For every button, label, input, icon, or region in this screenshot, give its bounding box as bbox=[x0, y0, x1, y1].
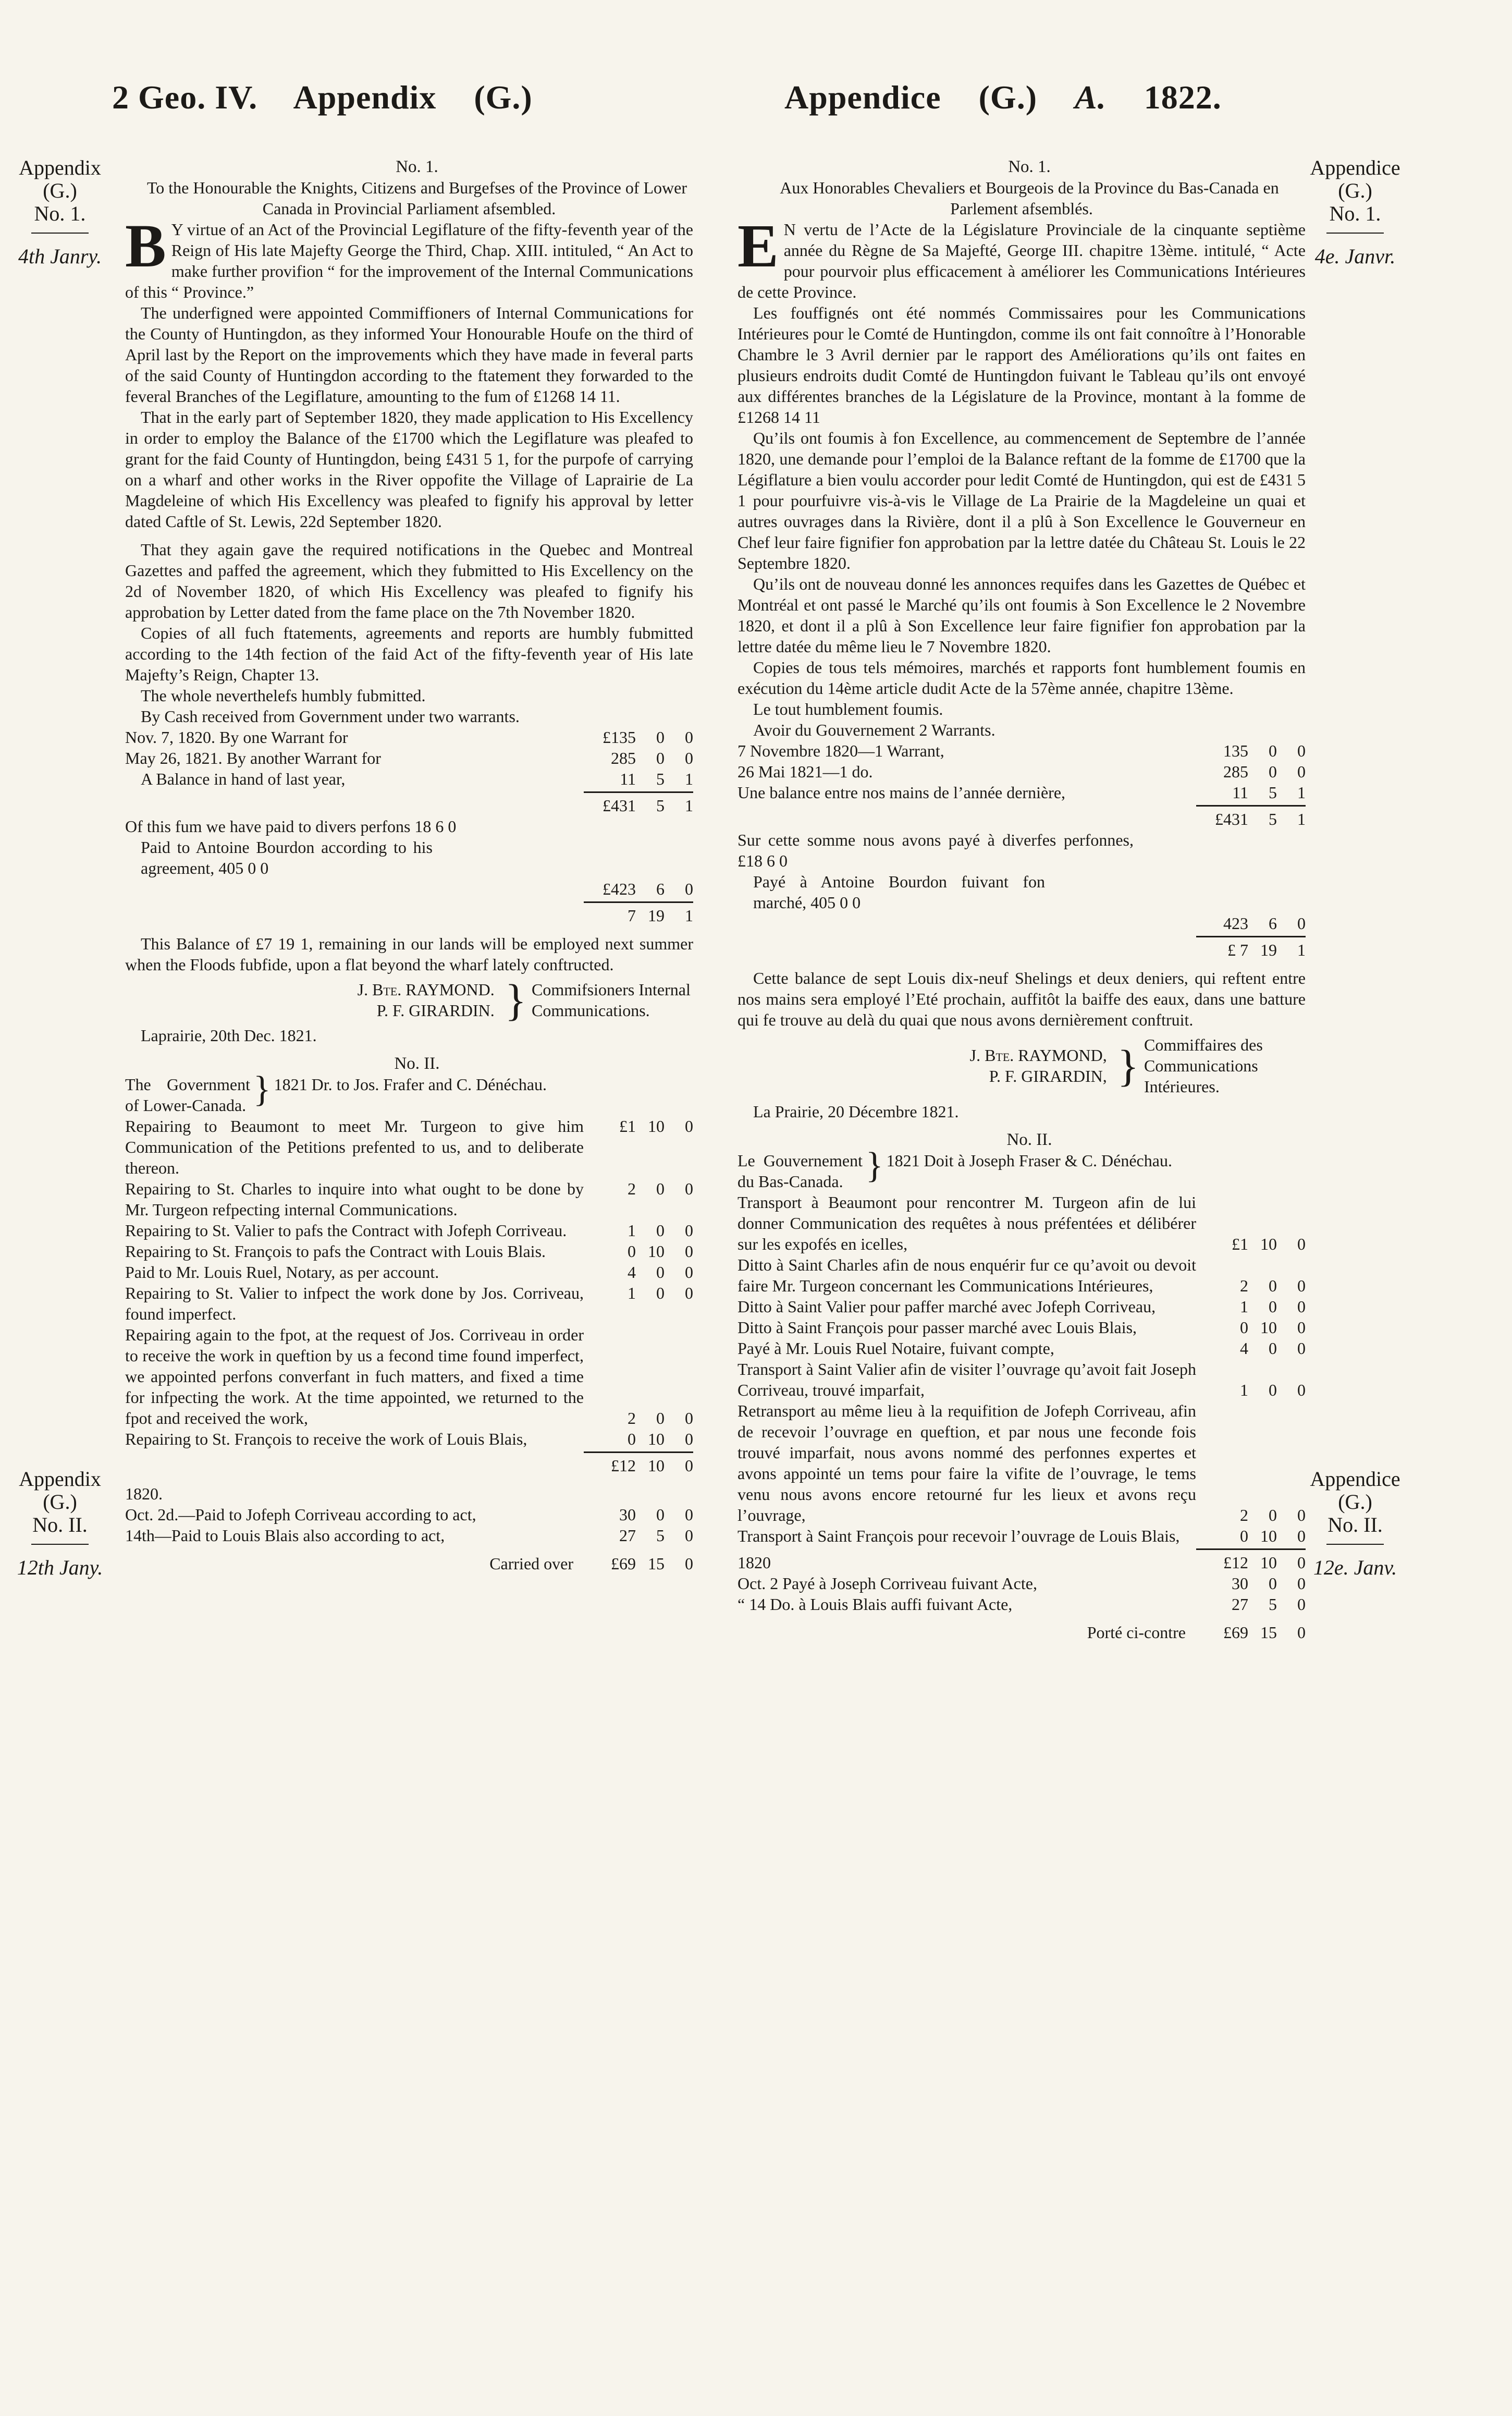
shillings: 10 bbox=[648, 1242, 665, 1261]
signatory: J. Bte. RAYMOND, bbox=[969, 1046, 1107, 1065]
pounds: £431 bbox=[1215, 810, 1248, 828]
pounds: £69 bbox=[611, 1554, 636, 1573]
account-line bbox=[125, 727, 693, 748]
shillings: 6 bbox=[1269, 914, 1277, 933]
shillings: 10 bbox=[1260, 1318, 1277, 1337]
signatory: J. Bte. RAYMOND. bbox=[357, 980, 495, 999]
payment-desc: 14th—Paid to Louis Blais also according to act, bbox=[125, 1526, 445, 1545]
pence: 0 bbox=[1297, 762, 1306, 781]
payment-line bbox=[737, 1594, 1306, 1615]
account-item bbox=[125, 1429, 693, 1449]
paragraph bbox=[125, 212, 693, 302]
item-desc: Repairing to St. Valier to infpect the work done by Jos. Corriveau, found imperfect. bbox=[125, 1284, 584, 1323]
address: Aux Honorables Chevaliers et Bourgeois de la Province du Bas-Canada en Parlement afsemblés. bbox=[780, 178, 1279, 218]
margin-note-right-2 bbox=[1303, 1468, 1407, 1579]
margin-line: Appendix bbox=[19, 1467, 101, 1491]
header-letter: (G.) bbox=[474, 79, 533, 116]
margin-line: No. II. bbox=[1327, 1513, 1383, 1536]
margin-note-right-1 bbox=[1303, 156, 1407, 268]
pence: 0 bbox=[685, 1221, 693, 1240]
french-column bbox=[737, 156, 1306, 1643]
pounds: 4 bbox=[628, 1263, 636, 1282]
payment-desc: Oct. 2 Payé à Joseph Corriveau fuivant Acte, bbox=[737, 1574, 1037, 1593]
shillings: 19 bbox=[1260, 941, 1277, 959]
margin-line: (G.) bbox=[1338, 179, 1372, 202]
brace: } bbox=[866, 1145, 883, 1186]
pence: 0 bbox=[1297, 1595, 1306, 1614]
paid-line: Payé à Antoine Bourdon fuivant fon marché, 405 0 0 bbox=[753, 872, 1045, 912]
margin-date: 4th Janry. bbox=[18, 245, 102, 268]
account-item bbox=[125, 1262, 693, 1283]
pence: 0 bbox=[685, 1505, 693, 1524]
account-item bbox=[737, 1296, 1306, 1317]
paragraph: By Cash received from Government under two warrants. bbox=[141, 707, 520, 726]
shillings: 5 bbox=[656, 796, 665, 815]
account-desc: A Balance in hand of last year, bbox=[141, 770, 346, 788]
margin-note-left-1 bbox=[10, 156, 109, 268]
pounds: 27 bbox=[1232, 1595, 1248, 1614]
pounds: 1 bbox=[1240, 1381, 1248, 1399]
margin-line: Appendice bbox=[1310, 1467, 1400, 1491]
pence: 0 bbox=[1297, 1297, 1306, 1316]
pence: 0 bbox=[1297, 1553, 1306, 1572]
signatory: P. F. GIRARDIN, bbox=[989, 1067, 1107, 1085]
account-item bbox=[737, 1254, 1306, 1296]
margin-rule bbox=[31, 1544, 89, 1545]
shillings: 0 bbox=[1269, 741, 1277, 760]
margin-date: 12th Jany. bbox=[17, 1556, 103, 1579]
carried-label: Carried over bbox=[489, 1554, 573, 1573]
debtor: Le Gouvernement du Bas-Canada. bbox=[737, 1151, 863, 1191]
shillings: 5 bbox=[1269, 810, 1277, 828]
signatory-role: Commifsioners Internal Communications. bbox=[532, 980, 691, 1020]
pence: 0 bbox=[685, 1456, 693, 1475]
account-item bbox=[737, 1192, 1306, 1254]
pounds: 0 bbox=[628, 1430, 636, 1448]
shillings: 0 bbox=[1269, 1574, 1277, 1593]
account-desc: 26 Mai 1821—1 do. bbox=[737, 762, 873, 781]
margin-line: (G.) bbox=[1338, 1490, 1372, 1514]
sum-rule bbox=[584, 1451, 693, 1453]
pounds: 27 bbox=[619, 1526, 636, 1545]
account-desc: Nov. 7, 1820. By one Warrant for bbox=[125, 728, 348, 747]
shillings: 5 bbox=[656, 770, 665, 788]
paragraph bbox=[737, 212, 1306, 302]
pence: 0 bbox=[1297, 1506, 1306, 1524]
paragraph: This Balance of £7 19 1, remaining in our lands will be employed next summer when the Floods fubfide, upon a flat beyond the wharf lately conftructed. bbox=[125, 934, 693, 974]
pence: 1 bbox=[685, 770, 693, 788]
pence: 0 bbox=[1297, 741, 1306, 760]
pounds: 1 bbox=[1240, 1297, 1248, 1316]
account-line bbox=[737, 761, 1306, 782]
pence: 1 bbox=[685, 796, 693, 815]
pounds: 30 bbox=[619, 1505, 636, 1524]
carried-over bbox=[737, 1622, 1306, 1643]
carried-label: Porté ci-contre bbox=[1087, 1623, 1186, 1642]
header-letter-fr: (G.) bbox=[978, 79, 1037, 116]
account-balance bbox=[125, 905, 693, 926]
margin-line: No. II. bbox=[32, 1513, 88, 1536]
item-desc: Ditto à Saint Valier pour paffer marché avec Jofeph Corriveau, bbox=[737, 1297, 1156, 1316]
debtor: The Government of Lower-Canada. bbox=[125, 1075, 250, 1115]
account-total bbox=[125, 878, 693, 899]
account-item bbox=[125, 1116, 693, 1178]
paragraph: Copies de tous tels mémoires, marchés et rapports font humblement foumis en exécution du 14ème article dudit Acte de la 57ème année, chapitre 13ème. bbox=[737, 658, 1306, 698]
shillings: 0 bbox=[656, 1221, 665, 1240]
payment-desc: Oct. 2d.—Paid to Jofeph Corriveau according to act, bbox=[125, 1505, 476, 1524]
paragraph: Copies of all fuch ftatements, agreements and reports are humbly fubmitted according to the 14th fection of the faid Act of the fifty-feventh year of His late Majefty’s Reign, Chapter 13. bbox=[125, 624, 693, 684]
pounds: 285 bbox=[611, 749, 636, 767]
pence: 0 bbox=[685, 1284, 693, 1302]
pence: 0 bbox=[1297, 1574, 1306, 1593]
pence: 0 bbox=[1297, 1527, 1306, 1545]
account-line bbox=[125, 768, 693, 789]
shillings: 0 bbox=[1269, 1506, 1277, 1524]
header-appendix: Appendix bbox=[293, 79, 437, 116]
account-line bbox=[737, 782, 1306, 803]
margin-line: No. 1. bbox=[34, 202, 86, 225]
margin-line: Appendix bbox=[19, 156, 101, 179]
pounds: 2 bbox=[628, 1409, 636, 1427]
pounds: 0 bbox=[1240, 1527, 1248, 1545]
paid-line: Paid to Antoine Bourdon according to his agreement, 405 0 0 bbox=[141, 838, 433, 877]
pence: 0 bbox=[1297, 914, 1306, 933]
sum-rule bbox=[1196, 1548, 1306, 1550]
payment-desc: “ 14 Do. à Louis Blais auffi fuivant Acte, bbox=[737, 1595, 1013, 1614]
margin-rule bbox=[1326, 233, 1384, 234]
drop-cap: B bbox=[125, 212, 166, 280]
creditor: 1821 Dr. to Jos. Frafer and C. Dénéchau. bbox=[274, 1075, 547, 1094]
paragraph: Qu’ils ont de nouveau donné les annonces requifes dans les Gazettes de Québec et Montréal et ont passé le Marché qu’ils ont foumis à Son Excellence le 2 Novembre 1820, et dont il a plû à Son Excellence leur faire fignifier fon approbation par la lettre datée du même lieu le 7 Novembre 1820. bbox=[737, 575, 1306, 656]
item-desc: Repairing again to the fpot, at the request of Jos. Corriveau in order to receive the work in queftion by us a fecond time found imperfect, we appointed perfons converfant in fuch matters, and fixed a time for infpecting the work. At the time appointed, we returned to the fpot and received the work, bbox=[125, 1325, 584, 1427]
margin-date: 4e. Janvr. bbox=[1314, 245, 1396, 268]
shillings: 0 bbox=[656, 1409, 665, 1427]
paragraph: Le tout humblement foumis. bbox=[753, 700, 943, 718]
brace: } bbox=[1117, 1041, 1139, 1091]
shillings: 5 bbox=[1269, 783, 1277, 802]
pence: 0 bbox=[685, 728, 693, 747]
item-desc: Retransport au même lieu à la requifition de Jofeph Corriveau, afin de recevoir l’ouvrage en queftion, et par nous une feconde fois trouvé imparfait, nous avons nommé des perfonnes expertes et avons appointé un tems pour faire la vifite de l’ouvrage, le tems venu nous avons encore retourné fur les lieux et avons reçu l’ouvrage, bbox=[737, 1401, 1196, 1524]
account-item bbox=[737, 1400, 1306, 1526]
payment-line bbox=[737, 1573, 1306, 1594]
paragraph: Cette balance de sept Louis dix-neuf Shelings et deux deniers, qui reftent entre nos mains sera employé l’Eté prochain, auffitôt la baiffe des eaux, dans une batture qui fe trouve au delà du quai que nous avons dernièrement conftruit. bbox=[737, 969, 1306, 1029]
year-label: 1820 bbox=[737, 1553, 771, 1572]
drop-cap: E bbox=[737, 212, 779, 280]
item-desc: Repairing to St. François to pafs the Contract with Louis Blais. bbox=[125, 1242, 546, 1261]
signature-block bbox=[737, 1034, 1306, 1097]
shillings: 5 bbox=[656, 1526, 665, 1545]
account-item bbox=[125, 1283, 693, 1324]
pounds: 135 bbox=[1223, 741, 1248, 760]
account-desc: 7 Novembre 1820—1 Warrant, bbox=[737, 741, 944, 760]
account-line bbox=[125, 748, 693, 768]
pounds: 7 bbox=[628, 906, 636, 925]
pounds: £423 bbox=[603, 880, 636, 898]
account-total bbox=[737, 809, 1306, 829]
sum-rule bbox=[1196, 805, 1306, 807]
account-total bbox=[737, 913, 1306, 934]
header-a: A. bbox=[1075, 79, 1107, 116]
paragraph: Avoir du Gouvernement 2 Warrants. bbox=[753, 721, 995, 739]
shillings: 10 bbox=[1260, 1553, 1277, 1572]
pence: 1 bbox=[1297, 810, 1306, 828]
shillings: 0 bbox=[656, 728, 665, 747]
paid-line: Sur cette somme nous avons payé à diverfes perfonnes, £18 6 0 bbox=[737, 831, 1134, 870]
account-item bbox=[125, 1324, 693, 1429]
pounds: 11 bbox=[620, 770, 636, 788]
account-item bbox=[737, 1526, 1306, 1546]
shillings: 0 bbox=[656, 1179, 665, 1198]
place-date: Laprairie, 20th Dec. 1821. bbox=[141, 1026, 317, 1045]
pounds: 11 bbox=[1232, 783, 1248, 802]
section-number: No. 1. bbox=[396, 157, 438, 176]
item-desc: Transport à Saint Valier afin de visiter l’ouvrage qu’avoit fait Joseph Corriveau, trouvé imparfait, bbox=[737, 1360, 1196, 1399]
pounds: 30 bbox=[1232, 1574, 1248, 1593]
margin-line: (G.) bbox=[43, 179, 77, 202]
account-item bbox=[125, 1178, 693, 1220]
item-desc: Repairing to St. François to receive the work of Louis Blais, bbox=[125, 1430, 527, 1448]
account-total bbox=[125, 1455, 693, 1476]
account-item bbox=[125, 1220, 693, 1241]
paragraph: That they again gave the required notifications in the Quebec and Montreal Gazettes and paffed the agreement, which they fubmitted to His Excellency on the 2d of November 1820, of which His Excellency was pleafed to fignify his approbation by Letter dated from the fame place on the 7th November 1820. bbox=[125, 540, 693, 621]
running-header-left bbox=[112, 78, 561, 117]
account-heading bbox=[125, 1069, 693, 1116]
section-number: No. 1. bbox=[1008, 157, 1051, 176]
account-item bbox=[737, 1338, 1306, 1359]
item-desc: Payé à Mr. Louis Ruel Notaire, fuivant compte, bbox=[737, 1339, 1054, 1358]
account-item bbox=[125, 1241, 693, 1262]
account-total bbox=[737, 1552, 1306, 1573]
pence: 1 bbox=[1297, 783, 1306, 802]
margin-line: No. 1. bbox=[1329, 202, 1381, 225]
brace: } bbox=[505, 975, 526, 1025]
account-line bbox=[737, 740, 1306, 761]
header-session: 2 Geo. IV. bbox=[112, 79, 258, 116]
pounds: 1 bbox=[628, 1284, 636, 1302]
pounds: £12 bbox=[1223, 1553, 1248, 1572]
pounds: £12 bbox=[611, 1456, 636, 1475]
margin-line: Appendice bbox=[1310, 156, 1400, 179]
item-desc: Transport à Beaumont pour rencontrer M. Turgeon afin de lui donner Communication des requêtes à nous préfentées et délibérer sur les expofés en icelles, bbox=[737, 1193, 1196, 1253]
signatory-role: Commiffaires des Communications Intérieures. bbox=[1144, 1035, 1263, 1096]
shillings: 10 bbox=[648, 1430, 665, 1448]
item-desc: Repairing to St. Valier to pafs the Contract with Jofeph Corriveau. bbox=[125, 1221, 567, 1240]
pence: 0 bbox=[685, 1554, 693, 1573]
shillings: 10 bbox=[1260, 1527, 1277, 1545]
creditor: 1821 Doit à Joseph Fraser & C. Dénéchau. bbox=[886, 1151, 1172, 1170]
shillings: 6 bbox=[656, 880, 665, 898]
shillings: 15 bbox=[1260, 1623, 1277, 1642]
margin-note-left-2 bbox=[10, 1468, 109, 1579]
paragraph-text: N vertu de l’Acte de la Législature Provinciale de la cinquante septième année du Règne de Sa Majefté, George III. chapitre 13ème. intitulé, “ Acte pour pourvoir plus efficacement à améliorer les Communications Intérieures de cette Province. bbox=[737, 220, 1306, 301]
pence: 0 bbox=[685, 1263, 693, 1282]
year-label: 1820. bbox=[125, 1484, 163, 1503]
pence: 0 bbox=[685, 749, 693, 767]
pence: 0 bbox=[1297, 1623, 1306, 1642]
signature-block bbox=[125, 975, 693, 1025]
shillings: 0 bbox=[1269, 762, 1277, 781]
pounds: £431 bbox=[603, 796, 636, 815]
account-item bbox=[737, 1317, 1306, 1338]
pence: 0 bbox=[1297, 1276, 1306, 1295]
shillings: 10 bbox=[648, 1117, 665, 1136]
pence: 0 bbox=[685, 1430, 693, 1448]
margin-line: (G.) bbox=[43, 1490, 77, 1514]
pence: 0 bbox=[1297, 1235, 1306, 1253]
pence: 0 bbox=[685, 1526, 693, 1545]
item-desc: Ditto à Saint François pour passer marché avec Louis Blais, bbox=[737, 1318, 1137, 1337]
shillings: 5 bbox=[1269, 1595, 1277, 1614]
address: To the Honourable the Knights, Citizens and Burgefses of the Province of Lower Canada in Provincial Parliament afsembled. bbox=[146, 178, 687, 218]
shillings: 0 bbox=[656, 1284, 665, 1302]
pence: 0 bbox=[685, 1117, 693, 1136]
pence: 0 bbox=[1297, 1318, 1306, 1337]
account-heading bbox=[737, 1145, 1306, 1192]
account-desc: May 26, 1821. By another Warrant for bbox=[125, 749, 381, 767]
account-item bbox=[737, 1359, 1306, 1400]
shillings: 0 bbox=[1269, 1297, 1277, 1316]
shillings: 0 bbox=[656, 1263, 665, 1282]
pounds: 423 bbox=[1223, 914, 1248, 933]
pounds: 1 bbox=[628, 1221, 636, 1240]
pence: 0 bbox=[685, 1409, 693, 1427]
paragraph-text: Y virtue of an Act of the Provincial Legiflature of the fifty-feventh year of the Reign of His late Majefty George the Third, Chap. XIII. intituled, “ An Act to make further provifion “ for the improvement of the Internal Communications of this “ Province.” bbox=[125, 220, 693, 301]
shillings: 0 bbox=[1269, 1276, 1277, 1295]
pounds: £135 bbox=[603, 728, 636, 747]
pounds: 285 bbox=[1223, 762, 1248, 781]
pounds: £1 bbox=[619, 1117, 636, 1136]
pence: 0 bbox=[685, 880, 693, 898]
pounds: 0 bbox=[1240, 1318, 1248, 1337]
sum-rule bbox=[584, 901, 693, 903]
sum-rule bbox=[584, 791, 693, 793]
paragraph: The whole neverthelefs humbly fubmitted. bbox=[141, 686, 426, 705]
brace: } bbox=[253, 1069, 271, 1109]
pounds: £69 bbox=[1223, 1623, 1248, 1642]
pence: 1 bbox=[1297, 941, 1306, 959]
signatory: P. F. GIRARDIN. bbox=[376, 1001, 495, 1020]
shillings: 0 bbox=[656, 1505, 665, 1524]
sum-rule bbox=[1196, 936, 1306, 937]
margin-rule bbox=[31, 233, 89, 234]
place-date: La Prairie, 20 Décembre 1821. bbox=[753, 1102, 959, 1121]
item-desc: Paid to Mr. Louis Ruel, Notary, as per account. bbox=[125, 1263, 439, 1282]
paragraph: Qu’ils ont foumis à fon Excellence, au commencement de Septembre de l’année 1820, une demande pour l’emploi de la Balance reftant de la fomme de £1700 que la Légiflature a bien voulu accorder pour ledit Comté de Huntingdon, qui est de £431 5 1 pour pourfuivre vis-à-vis le Village de La Prairie de la Magdeleine un quai et autres ouvrages dans la Rivière, dont il a plû à Son Excellence le Gouverneur en Chef leur faire fignifier fon approbation par la lettre datée du Château St. Louis le 22 Septembre 1820. bbox=[737, 429, 1306, 572]
margin-date: 12e. Janv. bbox=[1313, 1556, 1397, 1579]
account-balance bbox=[737, 939, 1306, 960]
pence: 0 bbox=[1297, 1339, 1306, 1358]
shillings: 19 bbox=[648, 906, 665, 925]
pence: 0 bbox=[685, 1179, 693, 1198]
english-column bbox=[125, 156, 693, 1574]
pounds: £1 bbox=[1232, 1235, 1248, 1253]
section-number: No. II. bbox=[1006, 1130, 1052, 1149]
paragraph: That in the early part of September 1820, they made application to His Excellency in order to employ the Balance of the £1700 which the Legiflature was pleafed to grant for the faid County of Huntingdon, being £431 5 1, for the purpofe of carrying on a wharf and other works in the River oppofite the Village of Laprairie de La Magdeleine of which His Excellency was pleafed to fignify his approval by letter dated Caftle of St. Lewis, 22d September 1820. bbox=[125, 408, 693, 531]
shillings: 15 bbox=[648, 1554, 665, 1573]
paid-line: Of this fum we have paid to divers perfons 18 6 0 bbox=[125, 817, 457, 836]
item-desc: Repairing to St. Charles to inquire into what ought to be done by Mr. Turgeon refpecting internal Communications. bbox=[125, 1179, 584, 1219]
carried-over bbox=[125, 1553, 693, 1574]
item-desc: Ditto à Saint Charles afin de nous enquérir fur ce qu’avoit ou devoit faire Mr. Turgeon concernant les Communications Intérieures, bbox=[737, 1255, 1196, 1295]
pence: 0 bbox=[1297, 1381, 1306, 1399]
pence: 1 bbox=[685, 906, 693, 925]
running-header-right bbox=[784, 78, 1250, 117]
margin-rule bbox=[1326, 1544, 1384, 1545]
pounds: 0 bbox=[628, 1242, 636, 1261]
item-desc: Repairing to Beaumont to meet Mr. Turgeon to give him Communication of the Petitions prefented to us, and to deliberate thereon. bbox=[125, 1117, 584, 1177]
payment-line bbox=[125, 1525, 693, 1546]
paragraph: Les fouffignés ont été nommés Commissaires pour les Communications Intérieures pour le Comté de Huntingdon, comme ils ont fait connoître à l’Honorable Chambre le 3 Avril dernier par le rapport des Améliorations qu’ils ont faites en plusieurs endroits dudit Comté de Huntingdon fuivant le Tableau qu’ils ont envoyé aux différentes branches de la Législature de la Province, montant à la fomme de £1268 14 11 bbox=[737, 303, 1306, 426]
shillings: 10 bbox=[648, 1456, 665, 1475]
shillings: 0 bbox=[1269, 1339, 1277, 1358]
pence: 0 bbox=[685, 1242, 693, 1261]
shillings: 10 bbox=[1260, 1235, 1277, 1253]
account-desc: Une balance entre nos mains de l’année dernière, bbox=[737, 783, 1066, 802]
pounds: 2 bbox=[1240, 1276, 1248, 1295]
section-number: No. II. bbox=[394, 1054, 440, 1073]
shillings: 0 bbox=[656, 749, 665, 767]
shillings: 0 bbox=[1269, 1381, 1277, 1399]
header-year: 1822. bbox=[1144, 79, 1222, 116]
pounds: 4 bbox=[1240, 1339, 1248, 1358]
paragraph: The underfigned were appointed Commiffioners of Internal Communications for the County of Huntingdon, as they informed Your Honourable Houfe on the third of April last by the Report on the improvements which they have made in feveral parts of the said County of Huntingdon according to the ftatement they forwarded to the feveral Branches of the Legiflature, amounting to the fum of £1268 14 11. bbox=[125, 303, 693, 406]
pounds: £ 7 bbox=[1227, 941, 1248, 959]
payment-line bbox=[125, 1504, 693, 1525]
header-appendice: Appendice bbox=[784, 79, 941, 116]
pounds: 2 bbox=[1240, 1506, 1248, 1524]
pounds: 2 bbox=[628, 1179, 636, 1198]
item-desc: Transport à Saint François pour recevoir l’ouvrage de Louis Blais, bbox=[737, 1527, 1180, 1545]
account-total bbox=[125, 795, 693, 816]
